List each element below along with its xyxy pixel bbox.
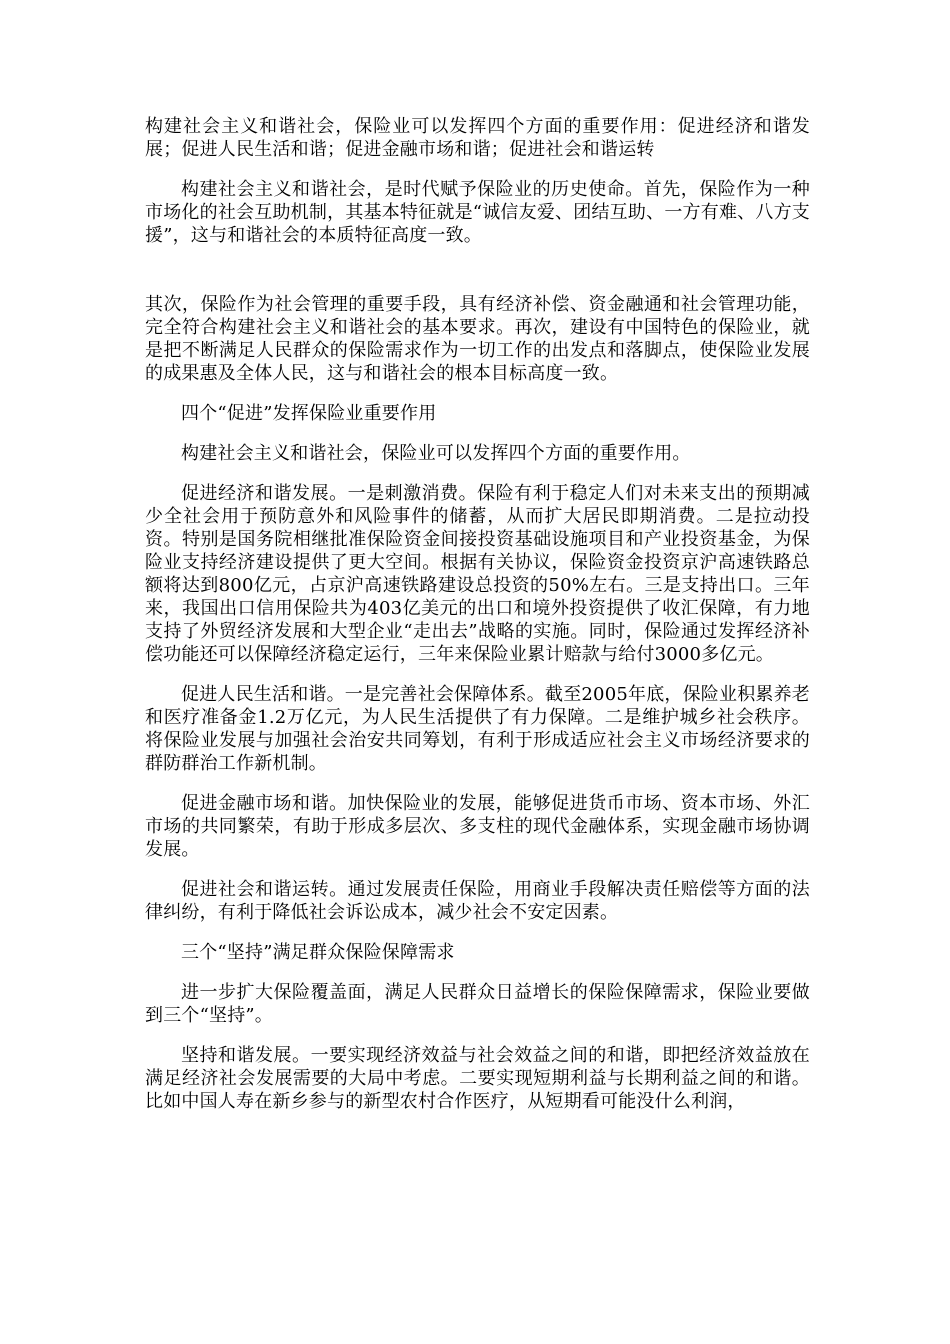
section-intro-paragraph: 构建社会主义和谐社会，保险业可以发挥四个方面的重要作用。 [181,443,691,464]
society-paragraph: 促进社会和谐运转。通过发展责任保险，用商业手段解决责任赔偿等方面的法律纠纷，有利于降低社会诉讼成本，减少社会不安定因素。 [145,879,810,923]
coverage-paragraph: 进一步扩大保险覆盖面，满足人民群众日益增长的保险保障需求，保险业要做到三个“坚持”。 [145,982,810,1026]
section-heading-three-persistences: 三个“坚持”满足群众保险保障需求 [181,942,455,963]
livelihood-paragraph: 促进人民生活和谐。一是完善社会保障体系。截至2005年底，保险业积累养老和医疗准备金1.2万亿元，为人民生活提供了有力保障。二是维护城乡社会秩序。将保险业发展与加强社会治安共同筹划，有利于形成适应社会主义市场经济要求的群防群治工作新机制。 [145,684,811,774]
financial-market-paragraph: 促进金融市场和谐。加快保险业的发展，能够促进货币市场、资本市场、外汇市场的共同繁荣，有助于形成多层次、多支柱的现代金融体系，实现金融市场协调发展。 [145,793,810,860]
second-paragraph: 其次，保险作为社会管理的重要手段，具有经济补偿、资金融通和社会管理功能，完全符合构建社会主义和谐社会的基本要求。再次，建设有中国特色的保险业，就是把不断满足人民群众的保险需求作为一切工作的出发点和落脚点，使保险业发展的成果惠及全体人民，这与和谐社会的根本目标高度一致。 [145,294,810,384]
intro-paragraph: 构建社会主义和谐社会，是时代赋予保险业的历史使命。首先，保险作为一种市场化的社会互助机制，其基本特征就是“诚信友爱、团结互助、一方有难、八方支援”，这与和谐社会的本质特征高度一致。 [145,179,810,246]
summary-paragraph: 构建社会主义和谐社会，保险业可以发挥四个方面的重要作用：促进经济和谐发展；促进人民生活和谐；促进金融市场和谐；促进社会和谐运转 [145,116,810,160]
harmonious-development-paragraph: 坚持和谐发展。一要实现经济效益与社会效益之间的和谐，即把经济效益放在满足经济社会发展需要的大局中考虑。二要实现短期利益与长期利益之间的和谐。比如中国人寿在新乡参与的新型农村合作医疗，从短期看可能没什么利润， [145,1045,810,1112]
document-page [145,115,810,1130]
section-heading-four-promotions: 四个“促进”发挥保险业重要作用 [181,403,437,424]
economy-paragraph: 促进经济和谐发展。一是刺激消费。保险有利于稳定人们对未来支出的预期减少全社会用于预防意外和风险事件的储蓄，从而扩大居民即期消费。二是拉动投资。特别是国务院相继批准保险资金间接投资基础设施项目和产业投资基金，为保险业支持经济建设提供了更大空间。根据有关协议，保险资金投资京沪高速铁路总额将达到800亿元，占京沪高速铁路建设总投资的50%左右。三是支持出口。三年来，我国出口信用保险共为403亿美元的出口和境外投资提供了收汇保障，有力地支持了外贸经济发展和大型企业“走出去”战略的实施。同时，保险通过发挥经济补偿功能还可以保障经济稳定运行，三年来保险业累计赔款与给付3000多亿元。 [145,483,810,665]
